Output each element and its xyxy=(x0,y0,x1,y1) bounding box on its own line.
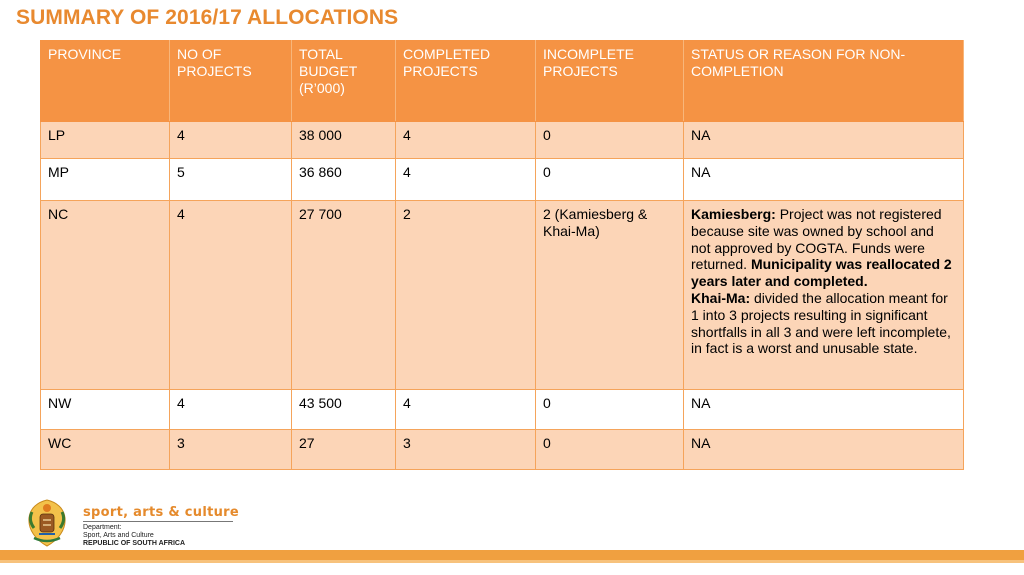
table-row xyxy=(41,390,964,430)
cell-completed: 3 xyxy=(396,430,536,470)
kamiesberg-text: Project was not registered because site was owned by school and not approved by COGTA. Funds were returned. xyxy=(691,206,942,273)
cell-completed: 4 xyxy=(396,122,536,159)
country-name: REPUBLIC OF SOUTH AFRICA xyxy=(83,540,186,547)
khai-ma-text: divided the allocation meant for 1 into 3 projects resulting in significant shortfalls in all 3 and were left incomplete, in fact is a worst and unusable state. xyxy=(691,289,951,357)
cell-status: NA xyxy=(684,430,964,470)
allocations-table xyxy=(40,40,964,470)
header-province: PROVINCE xyxy=(41,41,170,122)
cell-budget: 38 000 xyxy=(292,122,396,159)
footer-bar xyxy=(0,550,1024,560)
cell-projects: 3 xyxy=(170,430,292,470)
khai-ma-status xyxy=(691,290,957,357)
cell-projects: 4 xyxy=(170,201,292,390)
department-label: Department: xyxy=(83,524,122,531)
department-name: sport, arts & culture xyxy=(83,505,240,520)
header-completed-projects: COMPLETED PROJECTS xyxy=(396,41,536,122)
cell-province: WC xyxy=(41,430,170,470)
coat-of-arms-icon xyxy=(24,498,70,548)
page-title: SUMMARY OF 2016/17 ALLOCATIONS xyxy=(16,6,399,29)
kamiesberg-status xyxy=(691,206,957,290)
table-row xyxy=(41,430,964,470)
cell-budget: 43 500 xyxy=(292,390,396,430)
cell-budget: 27 xyxy=(292,430,396,470)
cell-status xyxy=(684,201,964,390)
table-header-row xyxy=(41,41,964,122)
cell-projects: 4 xyxy=(170,122,292,159)
cell-budget: 27 700 xyxy=(292,201,396,390)
cell-incomplete: 2 (Kamiesberg & Khai-Ma) xyxy=(536,201,684,390)
cell-incomplete: 0 xyxy=(536,430,684,470)
cell-projects: 5 xyxy=(170,159,292,201)
cell-province: NC xyxy=(41,201,170,390)
department-full-name: Sport, Arts and Culture xyxy=(83,532,154,539)
cell-status: NA xyxy=(684,122,964,159)
header-incomplete-projects: INCOMPLETE PROJECTS xyxy=(536,41,684,122)
header-total-budget: TOTAL BUDGET (R’000) xyxy=(292,41,396,122)
kamiesberg-label: Kamiesberg: xyxy=(691,206,776,222)
cell-province: LP xyxy=(41,122,170,159)
table-row xyxy=(41,159,964,201)
cell-province: NW xyxy=(41,390,170,430)
khai-ma-label: Khai-Ma: xyxy=(691,289,751,306)
department-branding xyxy=(83,505,239,548)
cell-province: MP xyxy=(41,159,170,201)
cell-completed: 4 xyxy=(396,390,536,430)
table-row xyxy=(41,122,964,159)
cell-incomplete: 0 xyxy=(536,122,684,159)
header-no-of-projects: NO OF PROJECTS xyxy=(170,41,292,122)
branding-divider xyxy=(83,521,233,522)
cell-projects: 4 xyxy=(170,390,292,430)
header-status: STATUS OR REASON FOR NON-COMPLETION xyxy=(684,41,964,122)
table-row xyxy=(41,201,964,390)
cell-incomplete: 0 xyxy=(536,390,684,430)
footer-bar-accent xyxy=(0,560,1024,563)
cell-status: NA xyxy=(684,159,964,201)
cell-completed: 2 xyxy=(396,201,536,390)
kamiesberg-outcome: Municipality was reallocated 2 years later and completed. xyxy=(691,256,952,290)
cell-incomplete: 0 xyxy=(536,159,684,201)
cell-status: NA xyxy=(684,390,964,430)
cell-budget: 36 860 xyxy=(292,159,396,201)
cell-completed: 4 xyxy=(396,159,536,201)
